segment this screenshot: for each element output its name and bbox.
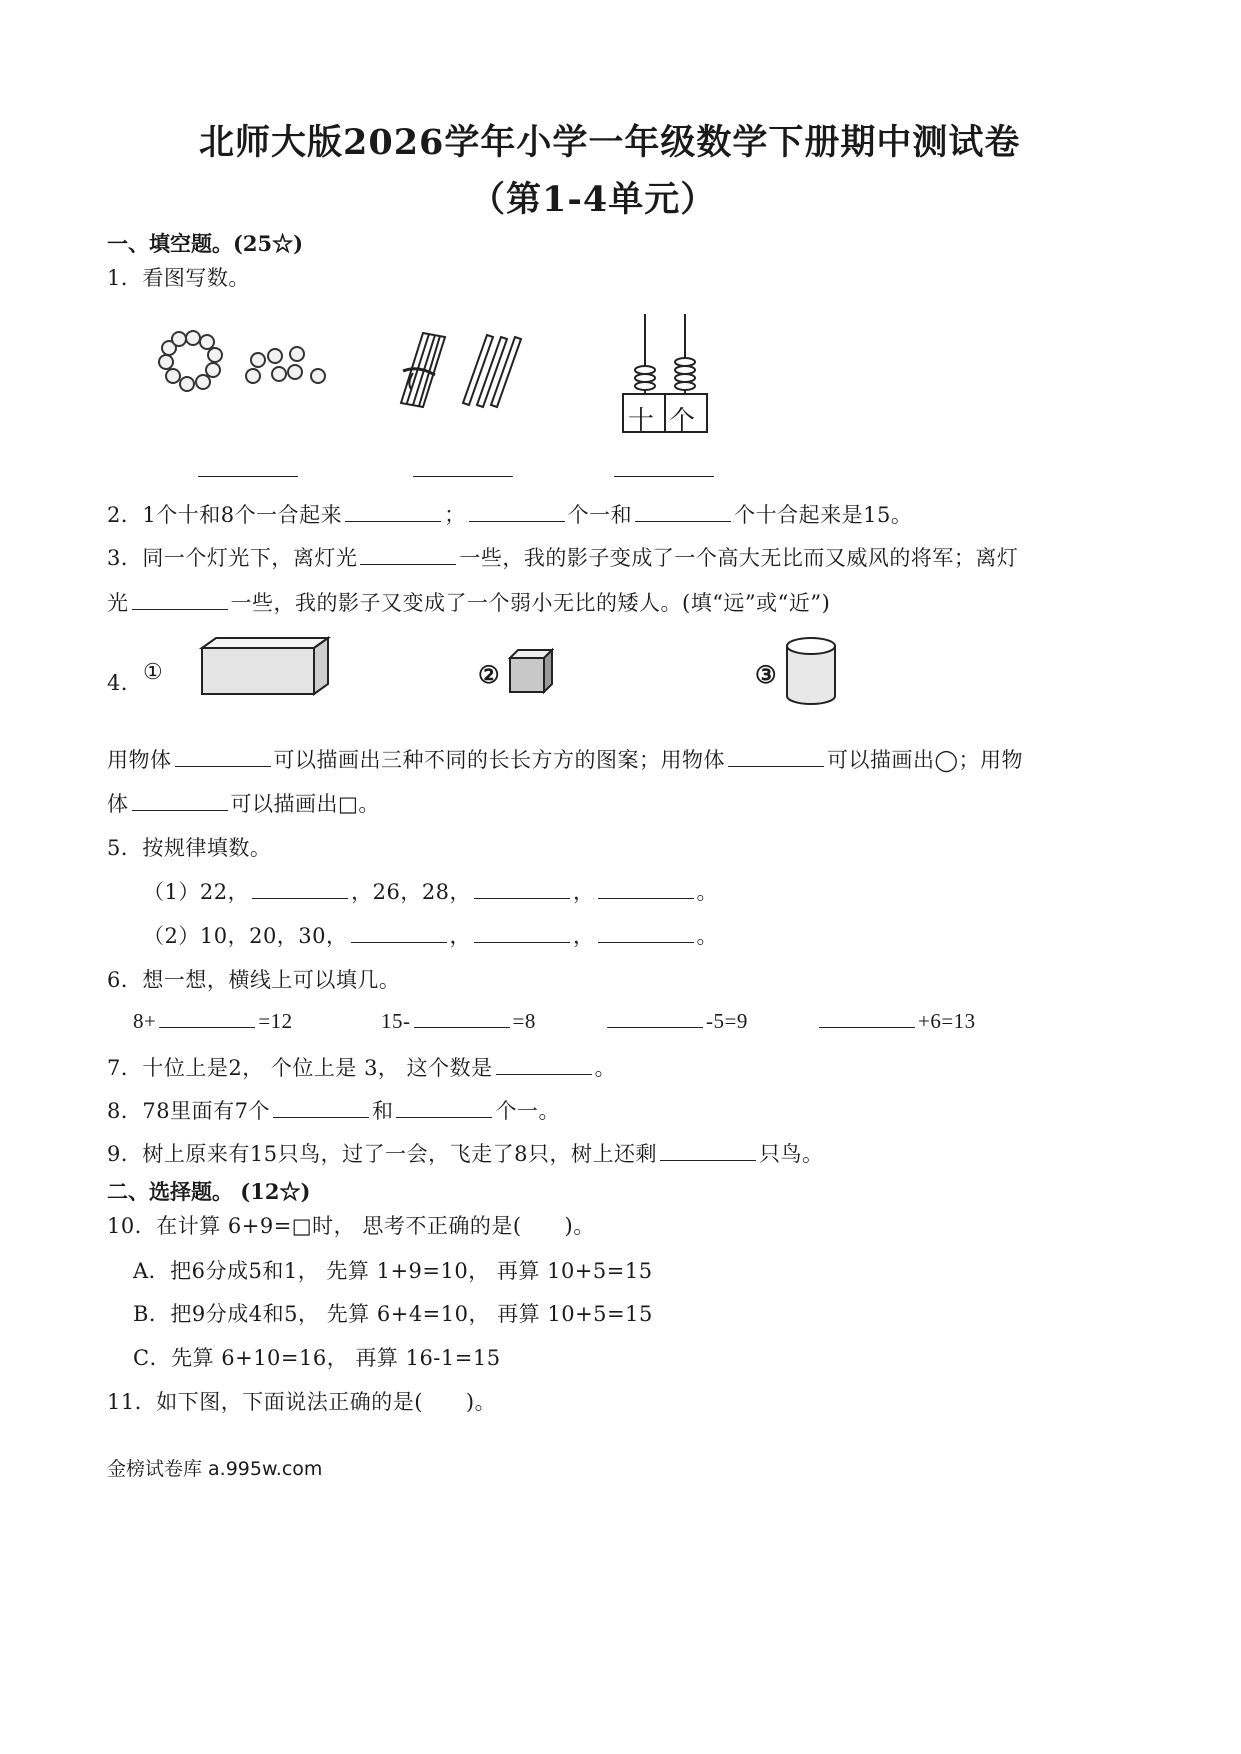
question-4-line2: [107, 788, 380, 818]
beads-image: [155, 330, 335, 410]
option-a[interactable]: A．把6分成5和1， 先算 1+9=10， 再算 10+5=15: [133, 1259, 653, 1283]
answer-blank[interactable]: [345, 520, 441, 522]
answer-blank[interactable]: [413, 476, 513, 477]
question-2-part2: ；: [444, 503, 466, 527]
abacus-ones-label: 个: [669, 406, 696, 436]
footer-text: 金榜试卷库 a.995w.com: [107, 1458, 323, 1480]
answer-blank[interactable]: [607, 1026, 703, 1028]
answer-blank[interactable]: [198, 476, 298, 477]
equation-2-text-b: =8: [512, 1009, 536, 1033]
question-3-text-c: 光: [107, 591, 129, 615]
sequence-2-text-c: ，: [573, 924, 595, 948]
question-7: [107, 1052, 616, 1082]
question-10-text: 10．在计算 6+9=□时， 思考不正确的是( )。: [107, 1214, 595, 1238]
answer-blank[interactable]: [598, 941, 694, 943]
question-3-line2: [107, 587, 830, 617]
equation-1-text-b: =12: [258, 1009, 293, 1033]
page-subtitle: （第1-4单元）: [470, 179, 717, 220]
option-b[interactable]: B．把9分成4和5， 先算 6+4=10， 再算 10+5=15: [133, 1302, 653, 1326]
equation-3-text: -5=9: [706, 1009, 748, 1033]
answer-blank[interactable]: [660, 1159, 756, 1161]
question-4-number: 4．: [107, 671, 143, 695]
equation-3: [604, 1009, 748, 1034]
question-5-text: 5．按规律填数。: [107, 836, 272, 860]
question-4-text-a: 用物体: [107, 748, 172, 772]
sequence-2-text-d: 。: [696, 924, 719, 948]
question-3-text-b: 一些，我的影子变成了一个高大无比而又威风的将军；离灯: [459, 546, 1019, 570]
answer-blank[interactable]: [614, 476, 714, 477]
shape-label-3: ③: [755, 660, 777, 689]
question-2-part1: 2．1个十和8个一合起来: [107, 503, 343, 527]
question-9-text: 9．树上原来有15只鸟，过了一会，飞走了8只，树上还剩: [107, 1142, 657, 1166]
question-11-text: 11．如下图，下面说法正确的是( )。: [107, 1390, 497, 1414]
answer-blank[interactable]: [474, 897, 570, 899]
sequence-1-text-b: ，26，28，: [351, 880, 472, 904]
answer-blank[interactable]: [635, 520, 731, 522]
answer-blank[interactable]: [728, 765, 824, 767]
question-5-sequence-1: [143, 876, 718, 906]
page-title: 北师大版2026学年小学一年级数学下册期中测试卷: [199, 122, 1021, 163]
cuboid-image: [198, 636, 338, 698]
answer-blank[interactable]: [496, 1073, 592, 1075]
answer-blank[interactable]: [396, 1116, 492, 1118]
section-heading-multiple-choice: 二、选择题。 (12☆): [107, 1179, 311, 1204]
answer-blank[interactable]: [360, 563, 456, 565]
sequence-2-text-b: ，: [449, 924, 472, 948]
question-9: [107, 1138, 823, 1168]
equation-4-text: +6=13: [918, 1009, 976, 1033]
question-8-text-c: 个一。: [495, 1099, 560, 1123]
question-4-text-b: 可以描画出三种不同的长长方方的图案；用物体: [273, 748, 725, 772]
question-8-text-b: 和: [371, 1099, 394, 1123]
sequence-1-text-a: （1）22，: [143, 880, 250, 904]
sticks-image: [383, 325, 533, 415]
answer-blank[interactable]: [132, 809, 228, 811]
shape-label-2: ②: [478, 660, 500, 689]
question-3-text-a: 3．同一个灯光下，离灯光: [107, 546, 358, 570]
equation-2: [381, 1009, 536, 1034]
answer-blank[interactable]: [469, 520, 565, 522]
question-4-text-c: 可以描画出◯；用物: [827, 748, 1024, 772]
question-9-end: 只鸟。: [758, 1142, 824, 1166]
sequence-1-text-c: ，: [573, 880, 595, 904]
answer-blank[interactable]: [414, 1026, 510, 1028]
question-4-line1: [107, 744, 1023, 774]
question-3-text-d: 一些，我的影子又变成了一个弱小无比的矮人。(填“远”或“近”): [230, 591, 831, 615]
answer-blank[interactable]: [252, 897, 348, 899]
question-8-text-a: 8．78里面有7个: [107, 1099, 270, 1123]
answer-blank[interactable]: [474, 941, 570, 943]
equation-1-text-a: 8+: [133, 1009, 157, 1033]
question-8: [107, 1095, 560, 1125]
question-6-text: 6．想一想，横线上可以填几。: [107, 968, 401, 992]
answer-blank[interactable]: [819, 1026, 915, 1028]
question-1-text: 1．看图写数。: [107, 266, 250, 290]
abacus-tens-label: 十: [628, 406, 655, 436]
cube-image: [508, 648, 558, 694]
answer-blank[interactable]: [273, 1116, 369, 1118]
question-2: [107, 499, 912, 529]
question-5-sequence-2: [143, 920, 718, 950]
shape-label-1: ①: [143, 660, 163, 685]
answer-blank[interactable]: [351, 941, 447, 943]
question-4-text-e: 可以描画出□。: [230, 792, 380, 816]
question-2-part4: 个十合起来是15。: [734, 503, 913, 527]
sequence-2-text-a: （2）10，20，30，: [143, 924, 348, 948]
answer-blank[interactable]: [159, 1026, 255, 1028]
equation-1: [133, 1009, 293, 1034]
section-heading-fill-in: 一、填空题。(25☆): [107, 231, 304, 256]
cylinder-image: [783, 636, 839, 708]
question-7-text: 7．十位上是2， 个位上是 3， 这个数是: [107, 1056, 493, 1080]
sequence-1-text-d: 。: [696, 880, 719, 904]
question-2-part3: 个一和: [567, 503, 633, 527]
question-4-text-d: 体: [107, 792, 129, 816]
answer-blank[interactable]: [598, 897, 694, 899]
question-3-line1: [107, 542, 1018, 572]
question-7-end: 。: [594, 1056, 617, 1080]
option-c[interactable]: C．先算 6+10=16， 再算 16-1=15: [133, 1346, 501, 1370]
equation-2-text-a: 15-: [381, 1009, 411, 1033]
answer-blank[interactable]: [132, 608, 228, 610]
equation-4: [816, 1009, 976, 1034]
answer-blank[interactable]: [175, 765, 271, 767]
